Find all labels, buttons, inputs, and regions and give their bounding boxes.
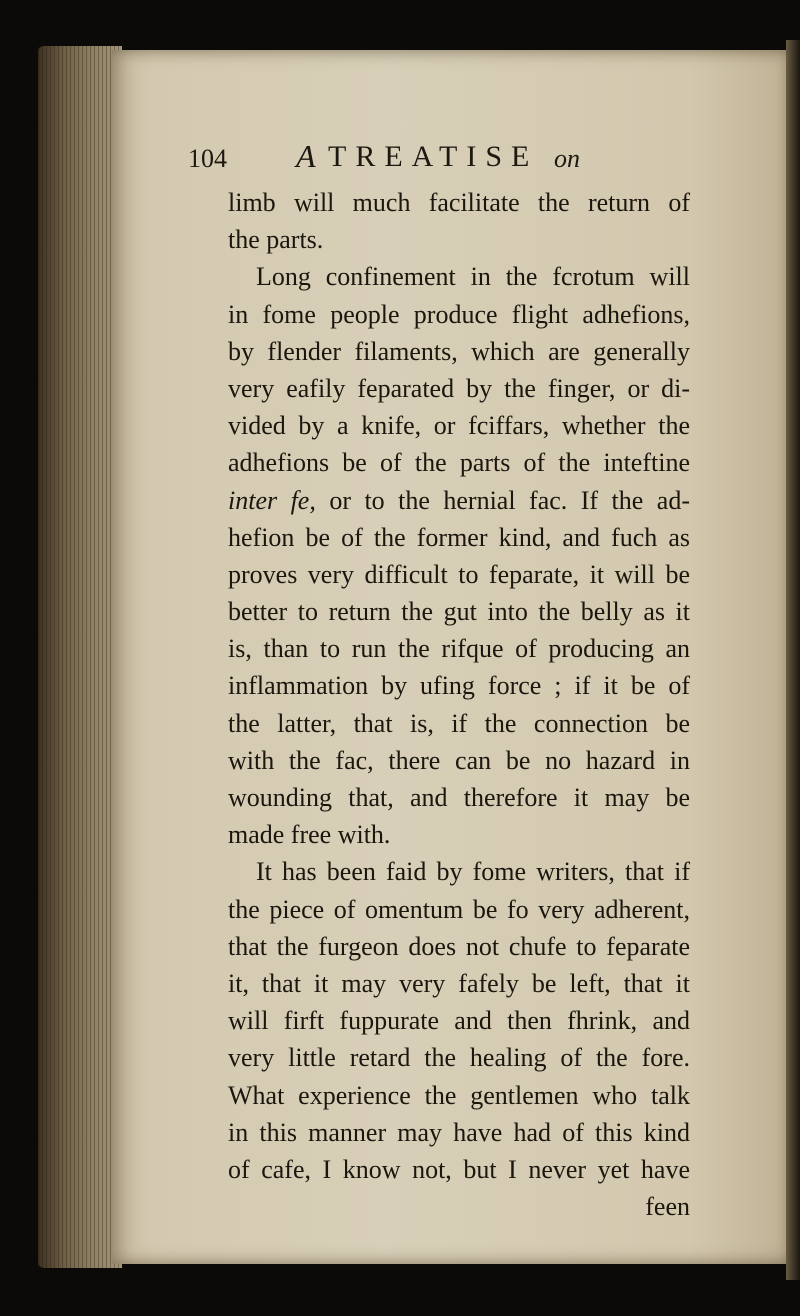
text-line: very eafily feparated by the finger, or di- (228, 373, 690, 403)
running-title-word: TREATISE (328, 140, 539, 173)
text-line: hefion be of the former kind, and fuch as (228, 522, 690, 552)
page-stack-edge-left (38, 46, 122, 1268)
text-line: wounding that, and therefore it may be (228, 783, 690, 812)
running-head (188, 136, 748, 180)
text-line: Long confinement in the fcrotum will (256, 262, 690, 292)
text-line: It has been faid by fome writers, that if (256, 857, 690, 887)
text-line: vided by a knife, or fciffars, whether the (228, 411, 690, 441)
text-line: is, than to run the rifque of producing an (228, 634, 690, 664)
body-text (228, 184, 690, 1225)
text-line: better to return the gut into the belly as it (228, 597, 690, 627)
text-line: the piece of omentum be fo very adherent, (228, 894, 690, 924)
text-line: limb will much facilitate the return of (228, 188, 690, 217)
text-line: adhefions be of the parts of the inteftine (228, 448, 690, 478)
text-line: it, that it may very fafely be left, that it (228, 968, 690, 998)
text-line: very little retard the healing of the fore. (228, 1043, 690, 1073)
running-title-article: A (296, 138, 316, 174)
page-number: 104 (188, 144, 227, 173)
running-title-preposition: on (554, 144, 580, 173)
text-line: in fome people produce flight adhefions, (228, 299, 690, 329)
text-line: made free with. (228, 820, 391, 850)
text-line: the parts. (228, 225, 324, 255)
text-line: with the fac, there can be no hazard in (228, 745, 690, 775)
text-line: What experience the gentlemen who talk (228, 1080, 690, 1110)
page-edge-right (786, 40, 800, 1280)
text-line: inflammation by ufing force ; if it be of (228, 671, 690, 701)
text-line: by flender filaments, which are generally (228, 336, 690, 366)
text-line: in this manner may have had of this kind (228, 1117, 690, 1147)
text-line: proves very difficult to feparate, it will be (228, 559, 690, 589)
catchword: feen (645, 1192, 690, 1222)
text-line: of cafe, I know not, but I never yet have (228, 1154, 690, 1184)
text-line: will firft fuppurate and then fhrink, and (228, 1006, 690, 1036)
text-line: that the furgeon does not chufe to feparate (228, 931, 690, 961)
italic-phrase: inter fe, (228, 485, 316, 515)
text-line-rest: or to the hernial fac. If the ad- (315, 485, 690, 515)
text-line (228, 482, 690, 519)
text-line: the latter, that is, if the connection be (228, 708, 690, 738)
